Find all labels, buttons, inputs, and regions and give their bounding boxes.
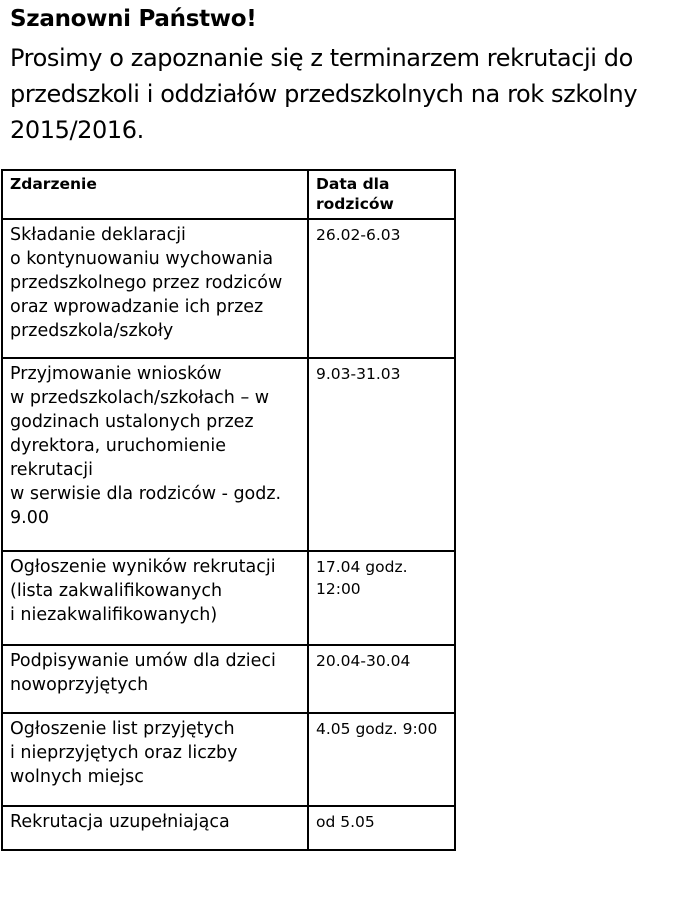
- recruitment-schedule-table: [1, 169, 456, 851]
- date-cell: 20.04-30.04: [308, 645, 455, 713]
- event-cell: Ogłoszenie wyników rekrutacji (lista zakwalifikowanych i niezakwalifikowanych): [2, 551, 308, 645]
- table-row: [2, 713, 455, 806]
- date-cell: 17.04 godz. 12:00: [308, 551, 455, 645]
- table-row: [2, 219, 455, 358]
- table-row: [2, 645, 455, 713]
- greeting-heading: Szanowni Państwo!: [10, 6, 257, 32]
- table-row: [2, 551, 455, 645]
- table-header-row: [2, 170, 455, 219]
- event-cell: Rekrutacja uzupełniająca: [2, 806, 308, 850]
- column-header-event: Zdarzenie: [2, 170, 308, 219]
- event-cell: Składanie deklaracji o kontynuowaniu wychowania przedszkolnego przez rodziców oraz wprowadzanie ich przez przedszkola/szkoły: [2, 219, 308, 358]
- date-cell: 4.05 godz. 9:00: [308, 713, 455, 806]
- date-cell: 26.02-6.03: [308, 219, 455, 358]
- event-cell: Ogłoszenie list przyjętych i nieprzyjętych oraz liczby wolnych miejsc: [2, 713, 308, 806]
- date-cell: 9.03-31.03: [308, 358, 455, 551]
- intro-paragraph: Prosimy o zapoznanie się z terminarzem rekrutacji do przedszkoli i oddziałów przedszkolnych na rok szkolny 2015/2016.: [10, 44, 638, 144]
- column-header-date: Data dla rodziców: [308, 170, 455, 219]
- table-row: [2, 358, 455, 551]
- event-cell: Przyjmowanie wniosków w przedszkolach/szkołach – w godzinach ustalonych przez dyrektora, uruchomienie rekrutacji w serwisie dla rodziców - godz. 9.00: [2, 358, 308, 551]
- date-cell: od 5.05: [308, 806, 455, 850]
- table-row: [2, 806, 455, 850]
- event-cell: Podpisywanie umów dla dzieci nowoprzyjętych: [2, 645, 308, 713]
